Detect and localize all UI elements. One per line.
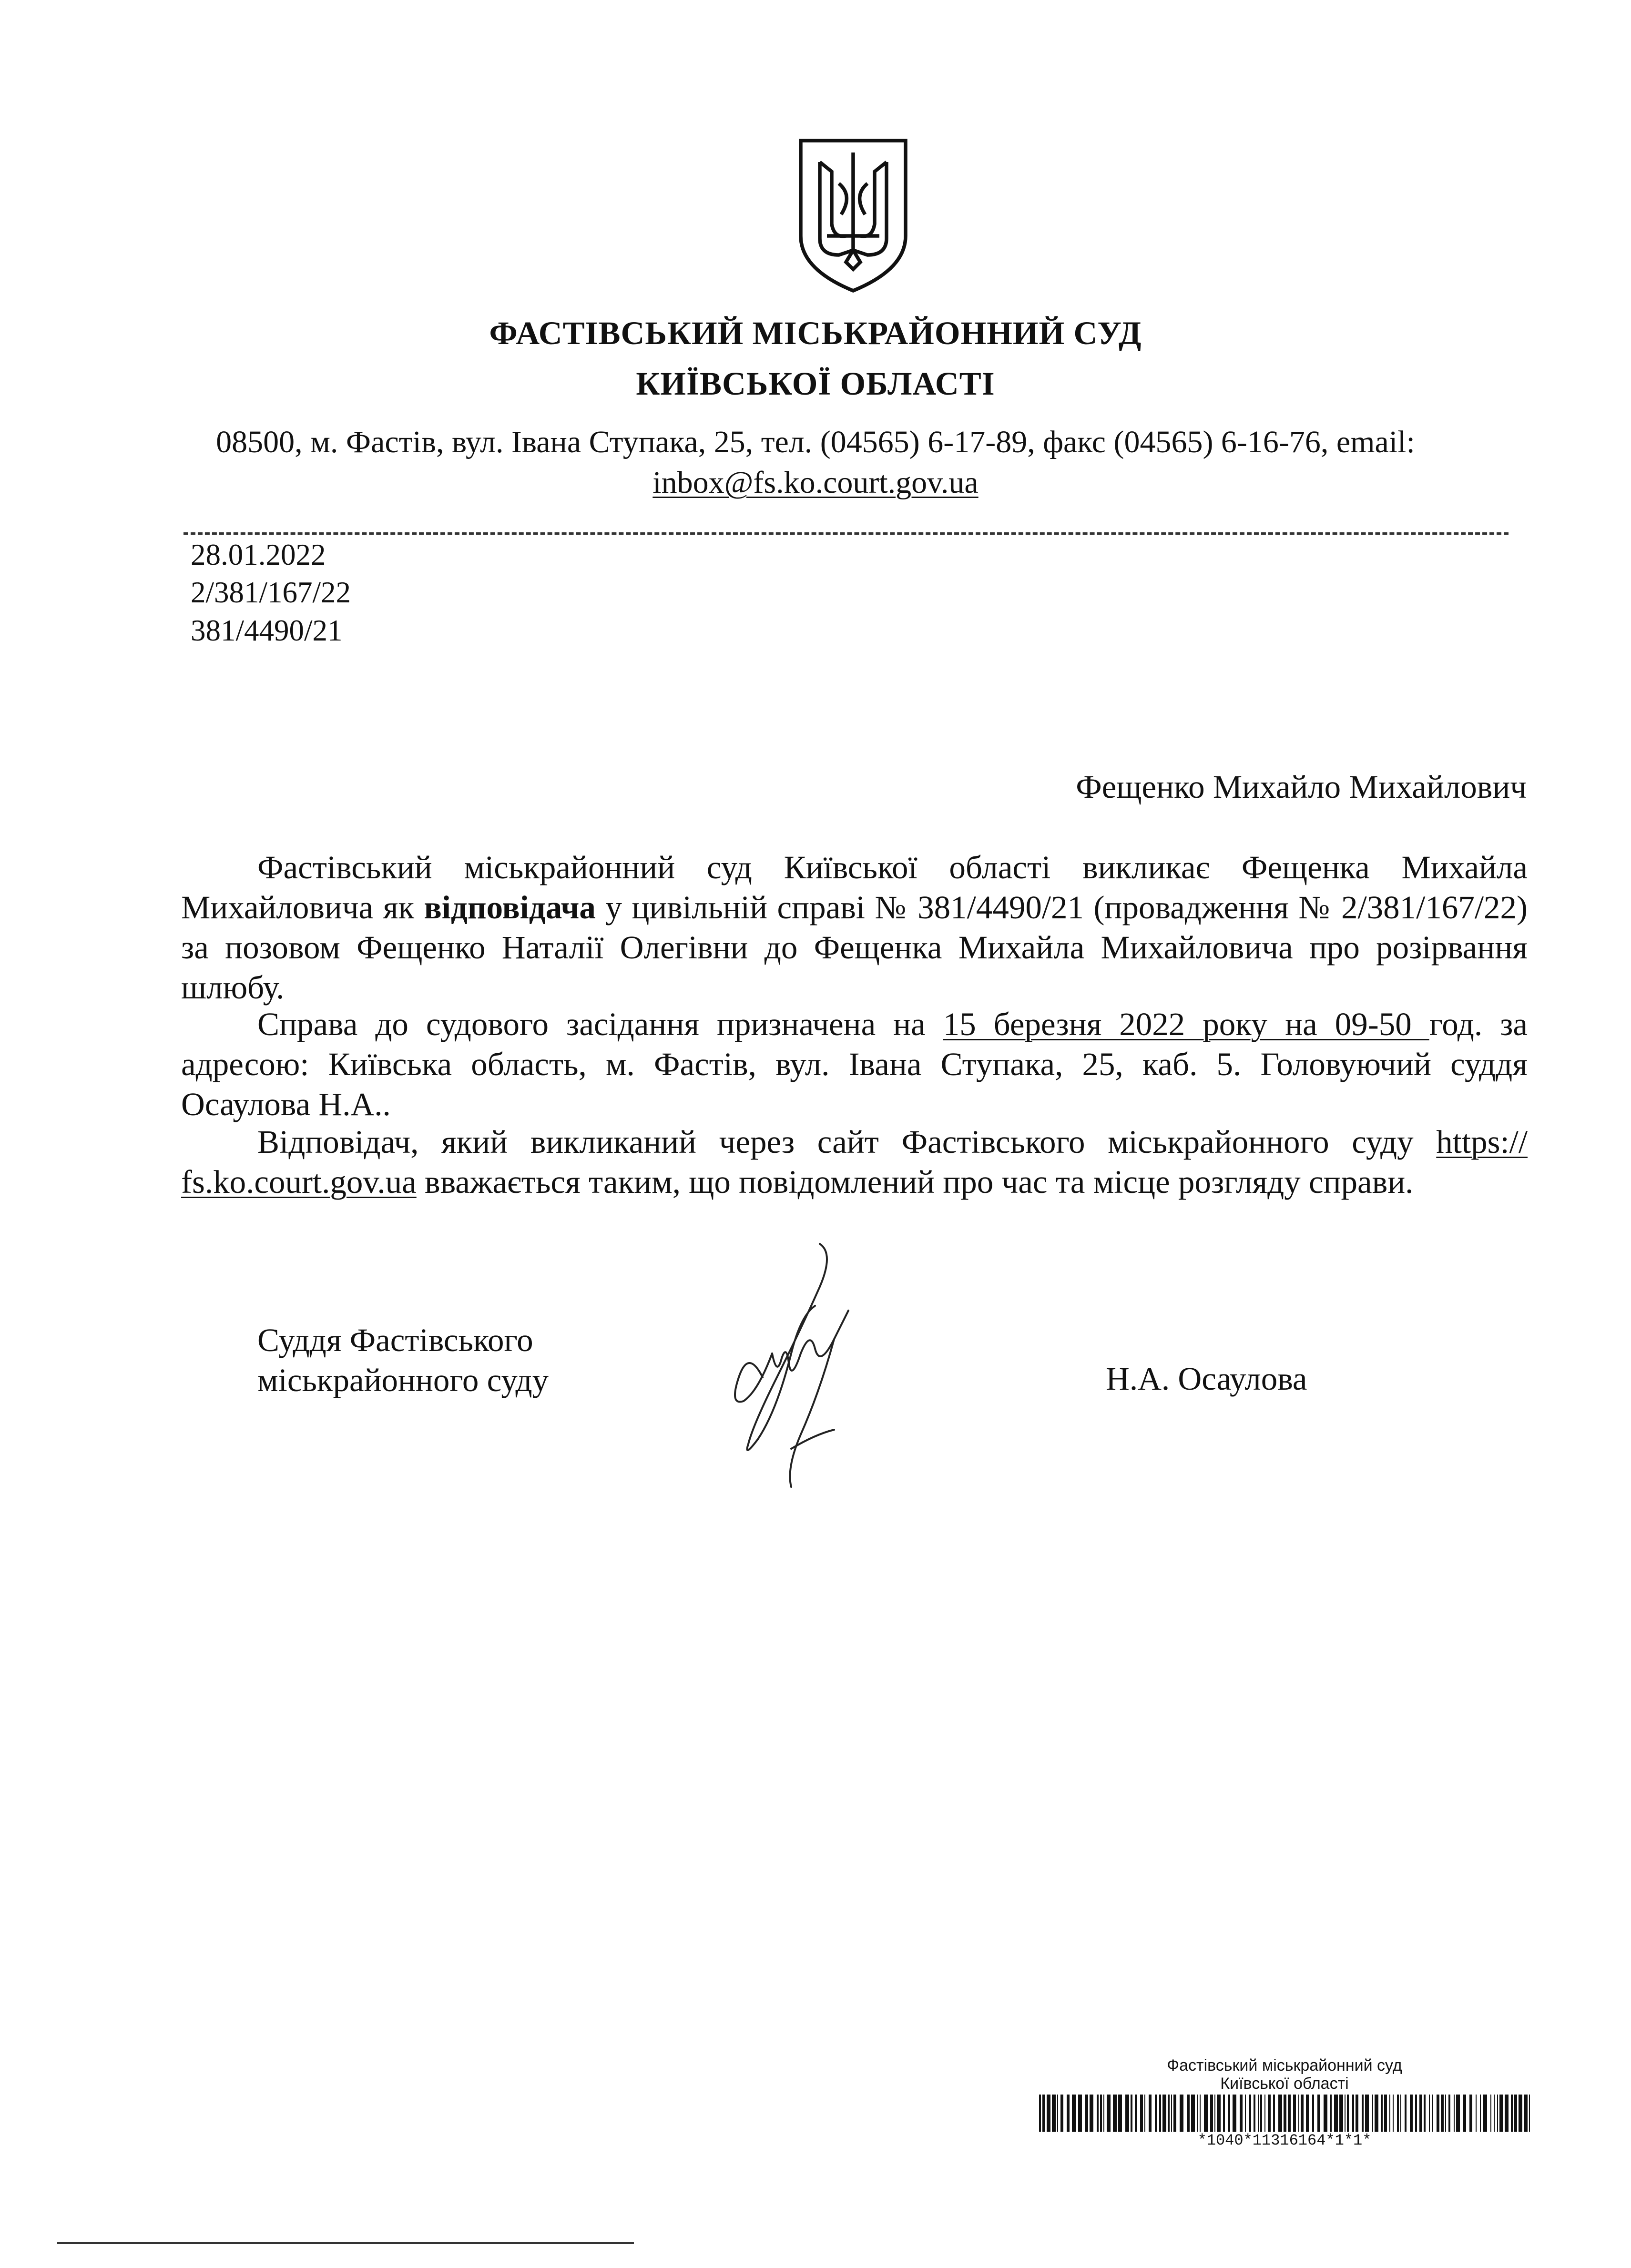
barcode-bar — [1258, 2095, 1259, 2132]
stamp-court-name: Фастівський міськрайонний суд — [1167, 2056, 1402, 2075]
barcode-bar — [1483, 2095, 1487, 2132]
barcode-bar — [1162, 2095, 1166, 2132]
barcode-bar — [1260, 2095, 1262, 2132]
barcode-bar — [1171, 2095, 1172, 2132]
notice-text-1: Відповідач, який викликаний через сайт Фастівського міськрайонного суду — [257, 1124, 1437, 1160]
barcode-bar — [1200, 2095, 1201, 2132]
summons-text-2: у цивільній справі № 381/4490/21 (провадження № 2/381/167/22) за позовом Фещенко Наталії Олегівни до Фещенка Михайла Михайловича про розірвання шлюбу. — [181, 889, 1528, 1006]
hearing-text-2: год. за адресою: Київська область, м. Фастів, вул. Івана Ступака, 25, каб. 5. Головуючий суддя Осаулова Н.А.. — [181, 1006, 1528, 1122]
notice-paragraph — [181, 1122, 1528, 1202]
barcode-bar — [1469, 2095, 1472, 2132]
barcode-bar — [1228, 2095, 1230, 2132]
barcode-number: *1040*11316164*1*1* — [1197, 2132, 1372, 2149]
barcode-bar — [1100, 2095, 1102, 2132]
footer-divider — [57, 2242, 634, 2244]
summons-paragraph — [181, 847, 1528, 1007]
barcode-bar — [1223, 2095, 1225, 2132]
hearing-paragraph — [181, 1004, 1528, 1124]
barcode-bar — [1312, 2095, 1314, 2132]
court-name-line2: КИЇВСЬКОЇ ОБЛАСТІ — [636, 366, 995, 402]
judge-title-line2: міськрайонного суду — [257, 1362, 549, 1398]
barcode-bar — [1519, 2095, 1522, 2132]
case-number: 381/4490/21 — [191, 614, 343, 647]
barcode-bar — [1217, 2095, 1221, 2132]
barcode-bar — [1476, 2095, 1477, 2132]
barcode-bar — [1293, 2095, 1296, 2132]
barcode-bar — [1345, 2095, 1346, 2132]
barcode-bar — [1140, 2095, 1143, 2132]
barcode-bar — [1372, 2095, 1373, 2132]
stamp-region: Київської області — [1220, 2075, 1349, 2093]
barcode-bar — [1456, 2095, 1460, 2132]
barcode-bar — [1268, 2095, 1271, 2132]
hearing-text-1: Справа до судового засідання призначена на — [257, 1006, 943, 1042]
barcode-bar — [1273, 2095, 1275, 2132]
barcode-bar — [1415, 2095, 1417, 2132]
barcode-bar — [1245, 2095, 1246, 2132]
barcode-bar — [1375, 2095, 1378, 2132]
barcode-bar — [1393, 2095, 1394, 2132]
header-divider — [183, 532, 1509, 535]
barcode-bar — [1278, 2095, 1282, 2132]
barcode-bar — [1057, 2095, 1058, 2132]
court-name-line1: ФАСТІВСЬКИЙ МІСЬКРАЙОННИЙ СУД — [489, 315, 1142, 351]
barcode-bar — [1448, 2095, 1450, 2132]
court-email-line — [0, 465, 1631, 501]
court-website-link[interactable]: https:// fs.ko.court.gov.ua — [181, 1124, 1528, 1200]
registration-stamp — [1034, 2056, 1535, 2149]
proceeding-number: 2/381/167/22 — [191, 576, 351, 609]
barcode-bar — [1173, 2095, 1176, 2132]
addressee-name: Фещенко Михайло Михайлович — [1076, 769, 1527, 805]
document-date: 28.01.2022 — [191, 538, 326, 571]
barcode-bar — [1047, 2095, 1050, 2132]
barcode-bar — [1301, 2095, 1304, 2132]
barcode-bar — [1494, 2095, 1495, 2132]
barcode-bar — [1103, 2095, 1104, 2132]
court-email-link[interactable]: inbox@fs.ko.court.gov.ua — [652, 465, 979, 500]
barcode-bar — [1233, 2095, 1236, 2132]
barcode-bar — [1052, 2095, 1056, 2132]
barcode-bar — [1445, 2095, 1446, 2132]
barcode-bar — [1149, 2095, 1152, 2132]
barcode-bar — [1180, 2095, 1183, 2132]
barcode-bar — [1497, 2095, 1498, 2132]
barcode-bar — [1381, 2095, 1383, 2132]
notice-text-2: вважається таким, що повідомлений про час та місце розгляду справи. — [416, 1164, 1414, 1200]
barcode-bar — [1125, 2095, 1129, 2132]
barcode-bar — [1365, 2095, 1369, 2132]
barcode-bar — [1204, 2095, 1208, 2132]
barcode-bar — [1306, 2095, 1309, 2132]
barcode-bar — [1529, 2095, 1530, 2132]
barcode-bar — [1432, 2095, 1433, 2132]
barcode-bar — [1352, 2095, 1354, 2132]
barcode-bar — [1072, 2095, 1076, 2132]
barcode-bar — [1214, 2095, 1215, 2132]
barcode-image — [1039, 2095, 1530, 2132]
barcode-bar — [1097, 2095, 1099, 2132]
barcode-bar — [1067, 2095, 1070, 2132]
barcode-bar — [1347, 2095, 1349, 2132]
barcode-bar — [1424, 2095, 1426, 2132]
barcode-bar — [1155, 2095, 1157, 2132]
barcode-bar — [1505, 2095, 1509, 2132]
barcode-bar — [1454, 2095, 1455, 2132]
barcode-bar — [1480, 2095, 1481, 2132]
barcode-bar — [1400, 2095, 1401, 2132]
barcode-bar — [1254, 2095, 1255, 2132]
barcode-bar — [1490, 2095, 1491, 2132]
barcode-bar — [1144, 2095, 1145, 2132]
judge-title-line1: Суддя Фастівського — [257, 1322, 533, 1358]
barcode-bar — [1249, 2095, 1251, 2132]
barcode-bar — [1514, 2095, 1517, 2132]
barcode-bar — [1324, 2095, 1327, 2132]
barcode-bar — [1397, 2095, 1399, 2132]
barcode-bar — [1288, 2095, 1291, 2132]
barcode-bar — [1264, 2095, 1265, 2132]
barcode-bar — [1298, 2095, 1299, 2132]
barcode-bar — [1168, 2095, 1170, 2132]
judge-name: Н.А. Осаулова — [1106, 1361, 1307, 1397]
barcode-bar — [1107, 2095, 1111, 2132]
barcode-bar — [1330, 2095, 1332, 2132]
barcode-bar — [1334, 2095, 1338, 2132]
barcode-bar — [1118, 2095, 1122, 2132]
barcode-bar — [1039, 2095, 1041, 2132]
barcode-bar — [1131, 2095, 1132, 2132]
barcode-bar — [1042, 2095, 1045, 2132]
barcode-bar — [1499, 2095, 1503, 2132]
handwritten-signature — [677, 1234, 896, 1496]
barcode-bar — [1437, 2095, 1439, 2132]
barcode-bar — [1405, 2095, 1407, 2132]
barcode-bar — [1191, 2095, 1195, 2132]
barcode-bar — [1187, 2095, 1190, 2132]
barcode-bar — [1419, 2095, 1422, 2132]
barcode-bar — [1317, 2095, 1320, 2132]
respondent-role: відповідача — [424, 889, 596, 926]
barcode-bar — [1410, 2095, 1413, 2132]
barcode-bar — [1060, 2095, 1063, 2132]
barcode-bar — [1240, 2095, 1243, 2132]
barcode-bar — [1135, 2095, 1137, 2132]
coat-of-arms-emblem — [794, 136, 913, 295]
barcode-bar — [1441, 2095, 1444, 2132]
court-address: 08500, м. Фастів, вул. Івана Ступака, 25, тел. (04565) 6-17-89, факс (04565) 6-16-76, email: — [216, 425, 1415, 459]
barcode-bar — [1362, 2095, 1364, 2132]
barcode-bar — [1085, 2095, 1088, 2132]
barcode-bar — [1524, 2095, 1528, 2132]
barcode-bar — [1339, 2095, 1343, 2132]
barcode-bar — [1384, 2095, 1387, 2132]
barcode-bar — [1159, 2095, 1161, 2132]
barcode-bar — [1113, 2095, 1117, 2132]
barcode-bar — [1429, 2095, 1430, 2132]
barcode-bar — [1463, 2095, 1466, 2132]
barcode-bar — [1078, 2095, 1082, 2132]
barcode-bar — [1284, 2095, 1286, 2132]
summons-text-1: Фастівський міськрайонний суд Київської області викликає Фещенка Михайла Михайловича як — [181, 849, 1528, 926]
barcode-bar — [1511, 2095, 1513, 2132]
barcode-bar — [1197, 2095, 1198, 2132]
barcode-bar — [1210, 2095, 1213, 2132]
barcode-bar — [1090, 2095, 1093, 2132]
barcode-bar — [1389, 2095, 1390, 2132]
hearing-date: 15 березня 2022 року на 09-50 — [943, 1006, 1429, 1042]
barcode-bar — [1356, 2095, 1358, 2132]
